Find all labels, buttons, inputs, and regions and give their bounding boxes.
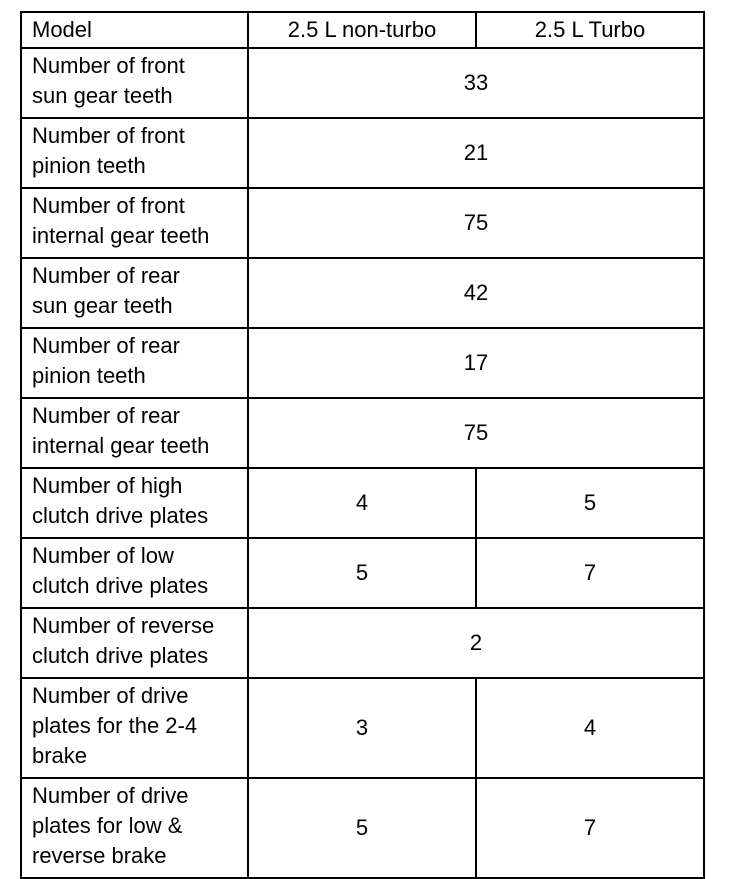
row-label-text: Number of rear pinion teeth bbox=[32, 333, 180, 388]
row-label bbox=[21, 608, 248, 678]
turbo-value: 7 bbox=[476, 538, 704, 608]
row-label-text: Number of high clutch drive plates bbox=[32, 473, 209, 528]
non-turbo-header: 2.5 L non-turbo bbox=[248, 12, 476, 48]
non-turbo-value: 5 bbox=[248, 778, 476, 878]
shared-value: 75 bbox=[248, 398, 704, 468]
table-row bbox=[21, 538, 704, 608]
turbo-value: 5 bbox=[476, 468, 704, 538]
row-label bbox=[21, 48, 248, 118]
shared-value: 33 bbox=[248, 48, 704, 118]
header-row bbox=[21, 12, 704, 48]
row-label bbox=[21, 328, 248, 398]
row-label bbox=[21, 538, 248, 608]
spec-table bbox=[20, 11, 705, 879]
row-label-text: Number of front pinion teeth bbox=[32, 123, 185, 178]
table-row bbox=[21, 48, 704, 118]
row-label bbox=[21, 468, 248, 538]
row-label bbox=[21, 398, 248, 468]
table-row bbox=[21, 118, 704, 188]
row-label-text: Number of low clutch drive plates bbox=[32, 543, 209, 598]
model-header: Model bbox=[21, 12, 248, 48]
table-row bbox=[21, 468, 704, 538]
non-turbo-value: 3 bbox=[248, 678, 476, 778]
shared-value: 21 bbox=[248, 118, 704, 188]
shared-value: 2 bbox=[248, 608, 704, 678]
row-label-text: Number of rear internal gear teeth bbox=[32, 403, 210, 458]
row-label-text: Number of drive plates for the 2-4 brake bbox=[32, 683, 198, 768]
turbo-value: 4 bbox=[476, 678, 704, 778]
shared-value: 75 bbox=[248, 188, 704, 258]
shared-value: 17 bbox=[248, 328, 704, 398]
table-row bbox=[21, 778, 704, 878]
row-label-text: Number of front internal gear teeth bbox=[32, 193, 210, 248]
row-label bbox=[21, 258, 248, 328]
non-turbo-value: 5 bbox=[248, 538, 476, 608]
row-label-text: Number of front sun gear teeth bbox=[32, 53, 185, 108]
row-label bbox=[21, 678, 248, 778]
turbo-header: 2.5 L Turbo bbox=[476, 12, 704, 48]
row-label-text: Number of drive plates for low & reverse brake bbox=[32, 783, 189, 868]
row-label bbox=[21, 778, 248, 878]
row-label bbox=[21, 118, 248, 188]
table-row bbox=[21, 678, 704, 778]
table-row bbox=[21, 608, 704, 678]
table-row bbox=[21, 258, 704, 328]
table-row bbox=[21, 398, 704, 468]
shared-value: 42 bbox=[248, 258, 704, 328]
turbo-value: 7 bbox=[476, 778, 704, 878]
row-label bbox=[21, 188, 248, 258]
table-row bbox=[21, 328, 704, 398]
row-label-text: Number of rear sun gear teeth bbox=[32, 263, 180, 318]
row-label-text: Number of reverse clutch drive plates bbox=[32, 613, 215, 668]
non-turbo-value: 4 bbox=[248, 468, 476, 538]
table-row bbox=[21, 188, 704, 258]
